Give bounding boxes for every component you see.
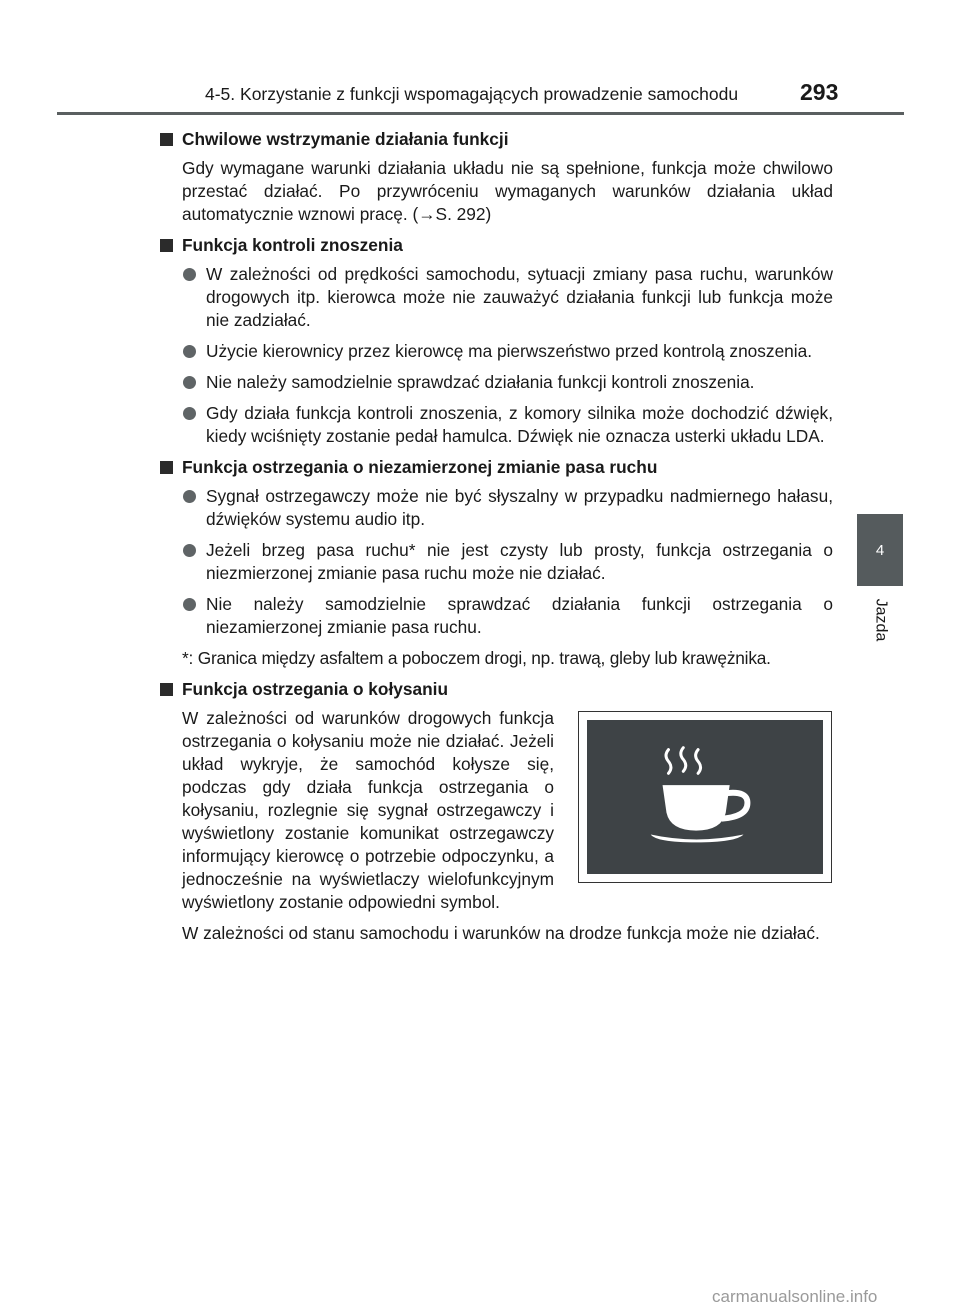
section-text-sway-2: W zależności od stanu samochodu i warunków na drodze funkcja może nie działać. [182,923,820,943]
square-bullet-icon [160,461,173,474]
coffee-cup-icon [587,720,823,874]
round-bullet-icon [183,376,196,389]
list-item: Sygnał ostrzegawczy może nie być słyszalny w przypadku nadmiernego hałasu, dźwięków systemu audio itp. [158,485,833,531]
list-item: Nie należy samodzielnie sprawdzać działania funkcji kontroli znoszenia. [158,371,833,394]
header-rule [57,112,904,115]
section-heading-pause: Chwilowe wstrzymanie działania funkcji [158,128,833,151]
square-bullet-icon [160,239,173,252]
section-text-sway: W zależności od warunków drogowych funkcja ostrzegania o kołysaniu może nie działać. Jeżeli układ wykryje, że samochód kołysze się, podczas gdy działa funkcja ostrzegania o kołysaniu, rozlegnie się sygnał ostrzegawczy i wyświetlony zostanie komunikat ostrzegawczy informujący kierowcę o potrzebie odpoczynku, a jednocześnie na wyświetlaczy wielofunkcyjnym wyświetlony zostanie odpowiedni symbol. [182,708,554,912]
chapter-tab [857,514,903,586]
footnote: *: Granica między asfaltem a poboczem drogi, np. trawą, gleby lub krawężnika. [182,648,771,668]
round-bullet-icon [183,490,196,503]
display-illustration [578,711,832,883]
round-bullet-icon [183,598,196,611]
list-item: W zależności od prędkości samochodu, sytuacji zmiany pasa ruchu, warunków drogowych itp. kierowca może nie zauważyć działania funkcji lub funkcja może nie zadziałać. [158,263,833,332]
round-bullet-icon [183,407,196,420]
list-item: Gdy działa funkcja kontroli znoszenia, z komory silnika może dochodzić dźwięk, kiedy wciśnięty zostanie pedał hamulca. Dźwięk nie oznacza usterki układu LDA. [158,402,833,448]
sway-body [158,707,833,914]
header-title: 4-5. Korzystanie z funkcji wspomagających prowadzenie samochodu [205,84,739,104]
chapter-label-text: Jazda [871,598,889,642]
list-item: Użycie kierownicy przez kierowcę ma pierwszeństwo przed kontrolą znoszenia. [158,340,833,363]
watermark: carmanualsonline.info [712,1287,878,1306]
list-item: Jeżeli brzeg pasa ruchu* nie jest czysty lub prosty, funkcja ostrzegania o niezmierzonej zmianie pasa ruchu może nie działać. [158,539,833,585]
section-heading-departure: Funkcja ostrzegania o niezamierzonej zmianie pasa ruchu [158,456,833,479]
square-bullet-icon [160,683,173,696]
section-heading-steering: Funkcja kontroli znoszenia [158,234,833,257]
multi-info-display [587,720,823,874]
round-bullet-icon [183,544,196,557]
round-bullet-icon [183,268,196,281]
section-heading-sway: Funkcja ostrzegania o kołysaniu [158,678,833,701]
square-bullet-icon [160,133,173,146]
page-number: 293 [800,79,839,105]
chapter-label [856,585,904,655]
chapter-number: 4 [875,541,885,559]
list-item: Nie należy samodzielnie sprawdzać działania funkcji ostrzegania o niezamierzonej zmianie pasa ruchu. [158,593,833,639]
page-content [158,128,833,953]
round-bullet-icon [183,345,196,358]
section-text-pause: Gdy wymagane warunki działania układu nie są spełnione, funkcja może chwilowo przestać działać. Po przywróceniu wymaganych warunków działania układ automatycznie wznowi pracę. (→S. 292) [182,158,833,224]
